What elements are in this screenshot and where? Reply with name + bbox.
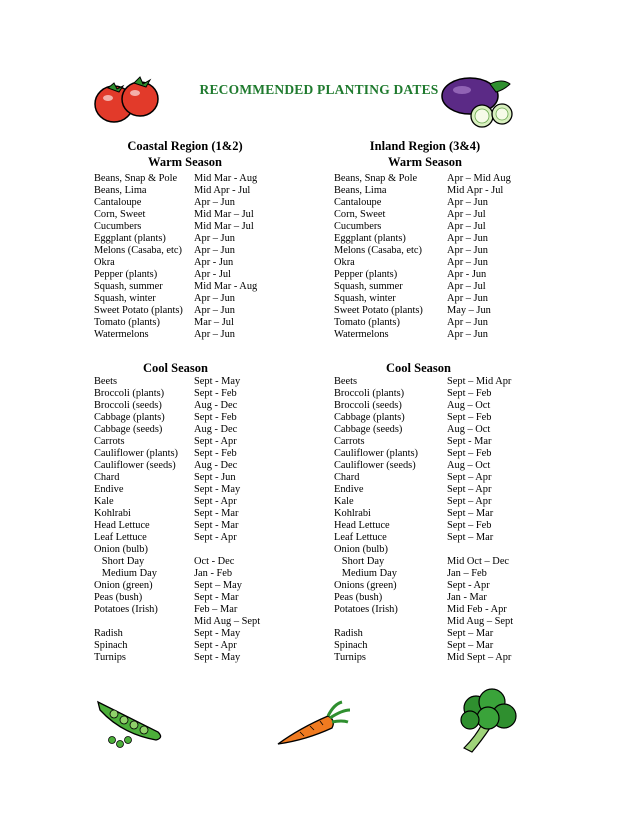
crop-name: Broccoli (seeds) <box>94 400 162 411</box>
crop-name: Radish <box>334 628 363 639</box>
crop-name: Chard <box>334 472 360 483</box>
planting-dates: Apr – Jun <box>447 293 488 304</box>
carrot-icon <box>270 698 354 752</box>
table-row <box>334 400 513 412</box>
planting-dates: Mid Feb - Apr <box>447 604 507 615</box>
crop-name: Radish <box>94 628 123 639</box>
table-row <box>94 317 257 329</box>
table-row <box>334 197 511 209</box>
planting-dates: Apr – Jun <box>447 245 488 256</box>
planting-dates: Mid Sept – Apr <box>447 652 512 663</box>
planting-dates: Apr – Jun <box>447 329 488 340</box>
planting-dates: Mid Mar - Aug <box>194 173 258 184</box>
table-row <box>334 532 513 544</box>
planting-dates: Sept - Jun <box>194 472 236 483</box>
planting-dates: Sept - Apr <box>194 640 237 651</box>
table-row <box>334 436 513 448</box>
crop-name: Cabbage (plants) <box>334 412 405 423</box>
table-row <box>334 628 513 640</box>
planting-dates: Apr – Jun <box>194 245 235 256</box>
crop-name: Kohlrabi <box>94 508 131 519</box>
crop-name: Cucumbers <box>94 221 142 232</box>
planting-dates: Sept - May <box>194 484 241 495</box>
crop-name <box>94 616 194 628</box>
inland-cool-label: Cool Season <box>386 361 451 375</box>
table-row <box>334 460 513 472</box>
table-row <box>94 376 260 388</box>
planting-dates: Mid Apr - Jul <box>194 185 251 196</box>
planting-dates: Aug – Oct <box>447 460 491 471</box>
crop-name: Eggplant (plants) <box>334 233 406 244</box>
crop-name: Cauliflower (plants) <box>94 448 178 459</box>
table-row <box>334 520 513 532</box>
table-row <box>94 496 260 508</box>
planting-dates: Sept - May <box>194 652 241 663</box>
inland-cool-table <box>334 376 513 664</box>
crop-name: Turnips <box>94 652 126 663</box>
crop-name: Tomato (plants) <box>94 317 160 328</box>
inland-region-header <box>340 138 510 170</box>
crop-name: Pepper (plants) <box>334 269 398 280</box>
planting-dates: Sept – Feb <box>447 388 492 399</box>
planting-dates: Sept - Feb <box>194 412 237 423</box>
planting-dates: Sept – Mid Apr <box>447 376 512 387</box>
planting-dates: Apr – Jul <box>447 281 486 292</box>
crop-name: Turnips <box>334 652 366 663</box>
crop-name: Chard <box>94 472 120 483</box>
planting-dates: Sept – Apr <box>447 472 492 483</box>
planting-dates: Sept – Feb <box>447 412 492 423</box>
planting-dates: Sept - Feb <box>194 388 237 399</box>
inland-warm-table <box>334 173 511 341</box>
crop-name: Medium Day <box>334 568 397 579</box>
planting-dates: Apr - Jun <box>447 269 487 280</box>
table-row <box>334 293 511 305</box>
planting-dates: Apr – Jul <box>447 221 486 232</box>
crop-name: Peas (bush) <box>334 592 383 603</box>
crop-name: Kale <box>334 496 354 507</box>
table-row <box>334 281 511 293</box>
crop-name: Watermelons <box>94 329 149 340</box>
planting-dates: Apr – Jun <box>194 293 235 304</box>
table-row <box>94 556 260 568</box>
table-row <box>94 580 260 592</box>
table-row <box>94 604 260 616</box>
table-row <box>334 269 511 281</box>
table-row <box>94 484 260 496</box>
crop-name: Beets <box>334 376 358 387</box>
crop-name: Onion (bulb) <box>334 544 388 555</box>
crop-name: Peas (bush) <box>94 592 143 603</box>
planting-dates: Apr - Jul <box>194 269 231 280</box>
planting-dates: Apr – Jun <box>194 197 235 208</box>
crop-name: Onion (bulb) <box>94 544 148 555</box>
table-row <box>94 197 257 209</box>
planting-dates: Sept - Feb <box>194 448 237 459</box>
crop-name: Beans, Snap & Pole <box>94 173 178 184</box>
crop-name: Spinach <box>334 640 368 651</box>
planting-dates: Sept – Feb <box>447 520 492 531</box>
table-row <box>94 568 260 580</box>
crop-name: Beans, Snap & Pole <box>334 173 418 184</box>
table-row <box>94 652 260 664</box>
eggplant-icon <box>440 70 520 134</box>
crop-name: Cantaloupe <box>94 197 142 208</box>
planting-dates: May – Jun <box>447 305 491 316</box>
table-row <box>334 556 513 568</box>
crop-name: Leaf Lettuce <box>94 532 147 543</box>
planting-dates: Mid Mar – Jul <box>194 209 254 220</box>
planting-dates: Mid Aug – Sept <box>447 616 514 627</box>
planting-dates: Sept – Apr <box>447 484 492 495</box>
table-row <box>334 604 513 616</box>
table-row <box>334 329 511 341</box>
crop-name: Short Day <box>94 556 145 567</box>
crop-name: Potatoes (Irish) <box>334 604 398 615</box>
table-row <box>94 544 260 556</box>
crop-name: Okra <box>94 257 115 268</box>
planting-dates: Apr – Jun <box>194 305 235 316</box>
crop-name: Onion (green) <box>94 580 153 591</box>
coastal-region-title: Coastal Region (1&2) <box>127 139 243 153</box>
table-row <box>334 448 513 460</box>
table-row <box>94 185 257 197</box>
crop-name: Cauliflower (seeds) <box>94 460 176 471</box>
inland-warm-label: Warm Season <box>388 155 462 169</box>
peapod-icon <box>92 694 170 750</box>
planting-dates: Sept - Mar <box>447 436 492 447</box>
table-row <box>334 472 513 484</box>
planting-dates: Apr – Jul <box>447 209 486 220</box>
crop-name: Leaf Lettuce <box>334 532 387 543</box>
planting-dates: Feb – Mar <box>194 604 238 615</box>
table-row <box>94 592 260 604</box>
crop-name: Okra <box>334 257 355 268</box>
table-row <box>94 640 260 652</box>
table-row <box>334 185 511 197</box>
crop-name: Beans, Lima <box>94 185 147 196</box>
table-row <box>94 269 257 281</box>
table-row <box>94 257 257 269</box>
table-row <box>94 616 260 628</box>
table-row <box>334 592 513 604</box>
coastal-warm-label: Warm Season <box>148 155 222 169</box>
crop-name: Squash, summer <box>94 281 163 292</box>
coastal-cool-label: Cool Season <box>143 361 208 375</box>
crop-name: Kale <box>94 496 114 507</box>
table-row <box>94 209 257 221</box>
crop-name: Broccoli (seeds) <box>334 400 402 411</box>
crop-name: Short Day <box>334 556 385 567</box>
planting-dates: Aug – Oct <box>447 400 491 411</box>
table-row <box>94 508 260 520</box>
table-row <box>94 305 257 317</box>
crop-name: Kohlrabi <box>334 508 371 519</box>
table-row <box>94 424 260 436</box>
crop-name: Pepper (plants) <box>94 269 158 280</box>
planting-dates: Sept – May <box>194 580 242 591</box>
table-row <box>334 544 513 556</box>
planting-dates: Sept - Mar <box>194 592 239 603</box>
crop-name: Cauliflower (plants) <box>334 448 418 459</box>
table-row <box>94 472 260 484</box>
table-row <box>94 293 257 305</box>
crop-name: Beets <box>94 376 118 387</box>
planting-dates: Sept - Apr <box>447 580 490 591</box>
table-row <box>334 376 513 388</box>
table-row <box>94 221 257 233</box>
planting-dates: Sept – Mar <box>447 508 494 519</box>
planting-dates: Mid Apr - Jul <box>447 185 504 196</box>
planting-dates: Jan – Feb <box>447 568 487 579</box>
planting-dates: Mar – Jul <box>194 317 234 328</box>
table-row <box>334 245 511 257</box>
crop-name: Squash, winter <box>334 293 396 304</box>
table-row <box>334 616 513 628</box>
planting-dates: Sept - Mar <box>194 520 239 531</box>
crop-name: Cantaloupe <box>334 197 382 208</box>
planting-dates: Aug - Dec <box>194 460 238 471</box>
crop-name: Corn, Sweet <box>94 209 146 220</box>
table-row <box>94 281 257 293</box>
planting-dates: Jan - Feb <box>194 568 233 579</box>
crop-name: Beans, Lima <box>334 185 387 196</box>
crop-name: Sweet Potato (plants) <box>94 305 183 316</box>
planting-dates: Mid Oct – Dec <box>447 556 510 567</box>
planting-dates: Jan - Mar <box>447 592 487 603</box>
crop-name: Endive <box>334 484 364 495</box>
planting-dates: Apr – Jun <box>447 317 488 328</box>
planting-dates: Apr – Jun <box>194 329 235 340</box>
crop-name: Cauliflower (seeds) <box>334 460 416 471</box>
planting-dates: Apr – Jun <box>447 257 488 268</box>
table-row <box>334 173 511 185</box>
crop-name: Broccoli (plants) <box>94 388 165 399</box>
planting-dates: Mid Mar – Jul <box>194 221 254 232</box>
broccoli-icon <box>448 684 522 754</box>
planting-dates: Sept - Apr <box>194 436 237 447</box>
planting-dates: Mid Aug – Sept <box>194 616 261 627</box>
crop-name: Sweet Potato (plants) <box>334 305 423 316</box>
table-row <box>94 412 260 424</box>
crop-name: Potatoes (Irish) <box>94 604 158 615</box>
table-row <box>334 568 513 580</box>
crop-name: Head Lettuce <box>334 520 390 531</box>
table-row <box>334 317 511 329</box>
planting-dates: Sept – Mar <box>447 628 494 639</box>
crop-name: Cabbage (seeds) <box>94 424 163 435</box>
planting-dates: Oct - Dec <box>194 556 235 567</box>
crop-name: Watermelons <box>334 329 389 340</box>
coastal-region-header <box>100 138 270 170</box>
planting-dates: Aug – Oct <box>447 424 491 435</box>
crop-name: Squash, summer <box>334 281 403 292</box>
crop-name: Spinach <box>94 640 128 651</box>
crop-name: Cabbage (plants) <box>94 412 165 423</box>
table-row <box>334 508 513 520</box>
inland-region-title: Inland Region (3&4) <box>369 139 481 153</box>
crop-name: Endive <box>94 484 124 495</box>
crop-name: Medium Day <box>94 568 157 579</box>
table-row <box>334 305 511 317</box>
table-row <box>94 400 260 412</box>
crop-name: Squash, winter <box>94 293 156 304</box>
table-row <box>334 221 511 233</box>
table-row <box>94 532 260 544</box>
planting-dates: Sept - May <box>194 628 241 639</box>
page-title: RECOMMENDED PLANTING DATES <box>199 82 439 97</box>
planting-dates: Apr – Jun <box>447 197 488 208</box>
table-row <box>334 580 513 592</box>
table-row <box>334 424 513 436</box>
table-row <box>94 448 260 460</box>
table-row <box>94 460 260 472</box>
crop-name: Broccoli (plants) <box>334 388 405 399</box>
planting-dates: Sept – Mar <box>447 640 494 651</box>
planting-dates: Aug - Dec <box>194 424 238 435</box>
table-row <box>334 388 513 400</box>
planting-dates: Apr – Jun <box>194 233 235 244</box>
planting-dates: Sept – Feb <box>447 448 492 459</box>
planting-dates: Apr – Mid Aug <box>447 173 511 184</box>
planting-dates: Mid Mar - Aug <box>194 281 258 292</box>
table-row <box>94 245 257 257</box>
coastal-cool-table <box>94 376 260 664</box>
crop-name: Melons (Casaba, etc) <box>334 245 423 256</box>
table-row <box>94 628 260 640</box>
planting-dates: Aug - Dec <box>194 400 238 411</box>
table-row <box>334 233 511 245</box>
crop-name: Melons (Casaba, etc) <box>94 245 183 256</box>
crop-name: Eggplant (plants) <box>94 233 166 244</box>
crop-name: Corn, Sweet <box>334 209 386 220</box>
table-row <box>334 209 511 221</box>
planting-dates: Apr - Jun <box>194 257 234 268</box>
planting-dates: Sept – Mar <box>447 532 494 543</box>
crop-name: Head Lettuce <box>94 520 150 531</box>
table-row <box>94 520 260 532</box>
table-row <box>334 412 513 424</box>
table-row <box>94 436 260 448</box>
table-row <box>334 257 511 269</box>
table-row <box>334 652 513 664</box>
planting-dates: Sept - May <box>194 376 241 387</box>
crop-name: Carrots <box>334 436 365 447</box>
coastal-warm-table <box>94 173 257 341</box>
planting-dates: Sept – Apr <box>447 496 492 507</box>
crop-name: Onions (green) <box>334 580 397 591</box>
table-row <box>334 496 513 508</box>
crop-name: Cabbage (seeds) <box>334 424 403 435</box>
table-row <box>94 329 257 341</box>
crop-name <box>334 616 447 628</box>
crop-name: Cucumbers <box>334 221 382 232</box>
crop-name: Carrots <box>94 436 125 447</box>
planting-dates: Sept - Apr <box>194 496 237 507</box>
planting-dates: Sept - Apr <box>194 532 237 543</box>
tomato-icon <box>90 74 162 126</box>
table-row <box>94 388 260 400</box>
crop-name: Tomato (plants) <box>334 317 400 328</box>
table-row <box>94 173 257 185</box>
table-row <box>334 484 513 496</box>
planting-dates: Sept - Mar <box>194 508 239 519</box>
table-row <box>334 640 513 652</box>
table-row <box>94 233 257 245</box>
planting-dates: Apr – Jun <box>447 233 488 244</box>
